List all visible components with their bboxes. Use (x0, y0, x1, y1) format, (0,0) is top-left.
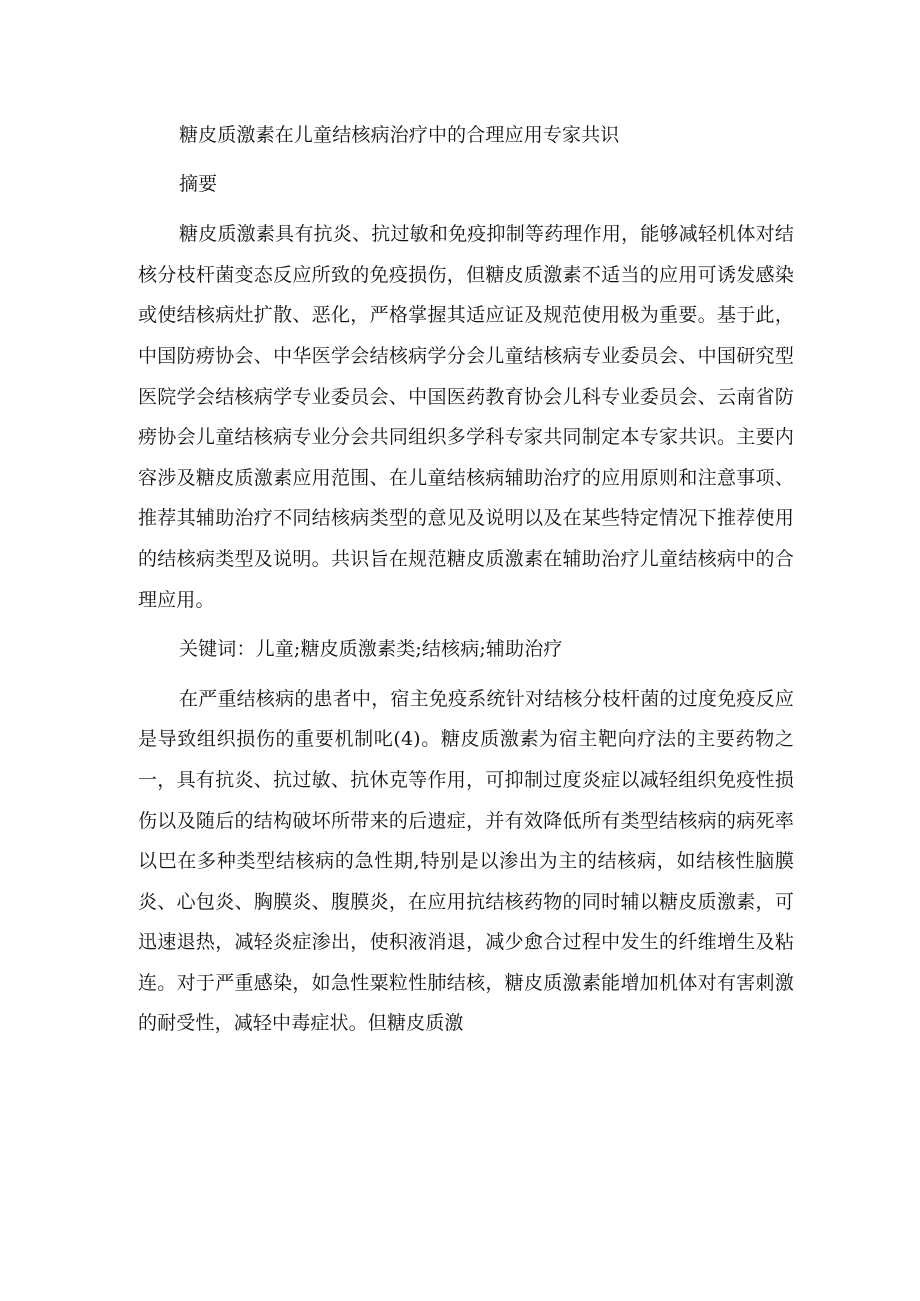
body-paragraph: 在严重结核病的患者中，宿主免疫系统针对结核分枝杆菌的过度免疫反应是导致组织损伤的重要机制叱(4)。糖皮质激素为宿主靶向疗法的主要药物之一，具有抗炎、抗过敏、抗休克等作用，可抑制过度炎症以减轻组织免疫性损伤以及随后的结构破坏所带来的后遗症，并有效降低所有类型结核病的病死率以巴在多种类型结核病的急性期,特别是以渗出为主的结核病，如结核性脑膜炎、心包炎、胸膜炎、腹膜炎，在应用抗结核药物的同时辅以糖皮质激素，可迅速退热，减轻炎症渗出，使积液消退，减少愈合过程中发生的纤维增生及粘连。对于严重感染，如急性粟粒性肺结核，糖皮质激素能增加机体对有害刺激的耐受性，减轻中毒症状。但糖皮质激 (138, 687, 794, 1035)
document-title: 糖皮质激素在儿童结核病治疗中的合理应用专家共识 (179, 124, 620, 146)
abstract-paragraph: 糖皮质激素具有抗炎、抗过敏和免疫抑制等药理作用，能够减轻机体对结核分枝杆菌变态反应所致的免疫损伤，但糖皮质激素不适当的应用可诱发感染或使结核病灶扩散、恶化，严格掌握其适应证及规范使用极为重要。基于此，中国防痨协会、中华医学会结核病学分会儿童结核病专业委员会、中国研究型医院学会结核病学专业委员会、中国医药教育协会儿科专业委员会、云南省防痨协会儿童结核病专业分会共同组织多学科专家共同制定本专家共识。主要内容涉及糖皮质激素应用范围、在儿童结核病辅助治疗的应用原则和注意事项、推荐其辅助治疗不同结核病类型的意见及说明以及在某些特定情况下推荐使用的结核病类型及说明。共识旨在规范糖皮质激素在辅助治疗儿童结核病中的合理应用。 (138, 223, 794, 611)
document-content (138, 115, 794, 1044)
abstract-heading: 摘要 (179, 172, 218, 195)
keywords-line: 关键词：儿童;糖皮质激素类;结核病;辅助治疗 (179, 638, 563, 661)
